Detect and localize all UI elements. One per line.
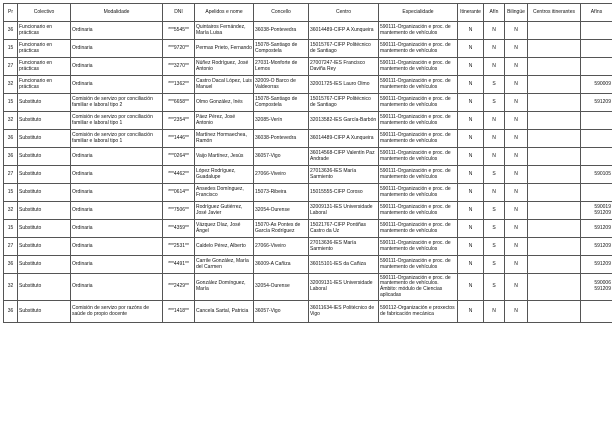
cell-afins [581, 184, 613, 202]
cell-colectivo: Substituto [18, 166, 71, 184]
cell-pr: 15 [4, 94, 18, 112]
cell-centro: 36014489-CIFP A Xunqueira [309, 22, 379, 40]
header-bilingue: Bilingüe [505, 4, 528, 22]
cell-colectivo: Funcionario en prácticas [18, 40, 71, 58]
cell-especialidade: 590111-Organización e proc. de mantemento de vehículos [379, 112, 458, 130]
cell-bilingue: N [505, 166, 528, 184]
cell-concello: 32009-O Barco de Valdeorras [254, 76, 309, 94]
cell-itinerante: N [458, 166, 484, 184]
header-modalidade: Modalidade [71, 4, 163, 22]
cell-pr: 36 [4, 22, 18, 40]
cell-apelidos-nome: Caldelo Pérez, Alberto [195, 238, 254, 256]
cell-itinerante: N [458, 238, 484, 256]
cell-especialidade: 590112-Organización e proxectos de fabricación mecánica [379, 301, 458, 323]
cell-concello: 36038-Pontevedra [254, 22, 309, 40]
cell-centros-itinerantes [528, 148, 581, 166]
cell-apelidos-nome: Olmo González, Inés [195, 94, 254, 112]
cell-pr: 36 [4, 148, 18, 166]
cell-afins [581, 130, 613, 148]
cell-itinerante: N [458, 40, 484, 58]
cell-apelidos-nome: Ansedes Domínguez, Francisco [195, 184, 254, 202]
table-row [4, 22, 613, 40]
table-row [4, 40, 613, 58]
cell-afin: N [484, 130, 505, 148]
cell-afins [581, 301, 613, 323]
header-especialidade: Especialidade [379, 4, 458, 22]
cell-itinerante: N [458, 58, 484, 76]
cell-itinerante: N [458, 94, 484, 112]
cell-modalidade: Ordinaria [71, 148, 163, 166]
cell-especialidade: 590111-Organización e proc. de mantemento de vehículos [379, 148, 458, 166]
cell-pr: 36 [4, 256, 18, 274]
table-row [4, 166, 613, 184]
cell-afins: 591209 [581, 238, 613, 256]
cell-modalidade: Comisión de servizo por conciliación familiar e laboral tipo 1 [71, 112, 163, 130]
cell-pr: 15 [4, 184, 18, 202]
cell-especialidade: 590111-Organización e proc. de mantemento de vehículos [379, 256, 458, 274]
cell-afins: 590105 [581, 166, 613, 184]
cell-afins [581, 58, 613, 76]
table-row [4, 238, 613, 256]
cell-centros-itinerantes [528, 166, 581, 184]
cell-concello: 27066-Viveiro [254, 238, 309, 256]
cell-apelidos-nome: Rodríguez Gutiérrez, José Javier [195, 202, 254, 220]
cell-especialidade: 590111-Organización e proc. de mantemento de vehículos [379, 130, 458, 148]
cell-itinerante: N [458, 184, 484, 202]
cell-especialidade: 590111-Organización e proc. de mantemento de vehículos [379, 58, 458, 76]
header-colectivo: Colectivo [18, 4, 71, 22]
cell-apelidos-nome: Carrile González, María del Carmen [195, 256, 254, 274]
cell-especialidade: 590111-Organización e proc. de mantemento de vehículos. Ámbito: módulo de Ciencias aplicadas [379, 274, 458, 301]
cell-dni: ***2429** [163, 274, 195, 301]
cell-apelidos-nome: Vaijo Martínez, Jesús [195, 148, 254, 166]
cell-itinerante: N [458, 220, 484, 238]
cell-afin: N [484, 184, 505, 202]
cell-itinerante: N [458, 76, 484, 94]
cell-itinerante: N [458, 148, 484, 166]
cell-dni: ***0264** [163, 148, 195, 166]
table-row [4, 202, 613, 220]
cell-modalidade: Ordinaria [71, 40, 163, 58]
cell-itinerante: N [458, 301, 484, 323]
cell-afin: S [484, 238, 505, 256]
cell-centro: 32009131-IES Universidade Laboral [309, 202, 379, 220]
cell-colectivo: Substituto [18, 202, 71, 220]
cell-dni: ***1446** [163, 130, 195, 148]
cell-modalidade: Comisión de servizo por conciliación familiar e laboral tipo 1 [71, 130, 163, 148]
cell-afin: S [484, 274, 505, 301]
cell-afins: 591209 [581, 220, 613, 238]
cell-bilingue: N [505, 40, 528, 58]
table-row [4, 301, 613, 323]
cell-afin: S [484, 256, 505, 274]
cell-modalidade: Ordinaria [71, 238, 163, 256]
header-afin: Afín [484, 4, 505, 22]
cell-dni: ***1418** [163, 301, 195, 323]
cell-centro: 27013636-IES María Sarmiento [309, 166, 379, 184]
cell-apelidos-nome: Páez Pérez, José Antonio [195, 112, 254, 130]
cell-centro: 32009131-IES Universidade Laboral [309, 274, 379, 301]
cell-modalidade: Comisión de servizo por razóns de saúde do propio docente [71, 301, 163, 323]
cell-centros-itinerantes [528, 130, 581, 148]
cell-concello: 15078-Santiago de Compostela [254, 94, 309, 112]
cell-dni: ***0614** [163, 184, 195, 202]
cell-bilingue: N [505, 148, 528, 166]
cell-centros-itinerantes [528, 274, 581, 301]
cell-colectivo: Substituto [18, 94, 71, 112]
cell-especialidade: 590111-Organización e proc. de mantemento de vehículos [379, 166, 458, 184]
table-row [4, 274, 613, 301]
cell-apelidos-nome: Vázquez Díaz, José Ángel [195, 220, 254, 238]
cell-centro: 36014489-CIFP A Xunqueira [309, 130, 379, 148]
header-concello: Concello [254, 4, 309, 22]
header-centro: Centro [309, 4, 379, 22]
cell-centros-itinerantes [528, 301, 581, 323]
cell-centros-itinerantes [528, 202, 581, 220]
cell-bilingue: N [505, 202, 528, 220]
header-pr: Pr [4, 4, 18, 22]
cell-concello: 36038-Pontevedra [254, 130, 309, 148]
cell-pr: 36 [4, 301, 18, 323]
cell-dni: ***5545** [163, 22, 195, 40]
cell-pr: 32 [4, 274, 18, 301]
cell-afins: 590019 591209 [581, 202, 613, 220]
table-row [4, 58, 613, 76]
cell-concello: 32054-Ourense [254, 202, 309, 220]
cell-centros-itinerantes [528, 112, 581, 130]
cell-modalidade: Ordinaria [71, 184, 163, 202]
cell-afin: S [484, 202, 505, 220]
cell-itinerante: N [458, 22, 484, 40]
cell-itinerante: N [458, 202, 484, 220]
cell-itinerante: N [458, 112, 484, 130]
table-row [4, 220, 613, 238]
cell-afin: S [484, 76, 505, 94]
cell-modalidade: Ordinaria [71, 166, 163, 184]
cell-apelidos-nome: López Rodríguez, Guadalupe [195, 166, 254, 184]
cell-pr: 32 [4, 112, 18, 130]
cell-modalidade: Ordinaria [71, 58, 163, 76]
cell-centros-itinerantes [528, 238, 581, 256]
cell-especialidade: 590111-Organización e proc. de mantemento de vehículos [379, 94, 458, 112]
cell-colectivo: Substituto [18, 148, 71, 166]
cell-colectivo: Funcionario en prácticas [18, 58, 71, 76]
cell-bilingue: N [505, 301, 528, 323]
cell-bilingue: N [505, 220, 528, 238]
cell-dni: ***9720** [163, 40, 195, 58]
cell-centros-itinerantes [528, 220, 581, 238]
cell-colectivo: Substituto [18, 130, 71, 148]
cell-centros-itinerantes [528, 94, 581, 112]
cell-afins: 590009 [581, 76, 613, 94]
cell-apelidos-nome: Martínez Hormaechea, Ramón [195, 130, 254, 148]
cell-especialidade: 590111-Organización e proc. de mantemento de vehículos [379, 202, 458, 220]
cell-concello: 15073-Ribeira [254, 184, 309, 202]
cell-concello: 36057-Vigo [254, 301, 309, 323]
cell-dni: ***7506** [163, 202, 195, 220]
cell-dni: ***4491** [163, 256, 195, 274]
cell-apelidos-nome: Permas Prieto, Fernando [195, 40, 254, 58]
cell-colectivo: Substituto [18, 256, 71, 274]
cell-bilingue: N [505, 112, 528, 130]
table-row [4, 130, 613, 148]
cell-centro: 27007247-IES Francisco Daviña Rey [309, 58, 379, 76]
cell-itinerante: N [458, 256, 484, 274]
document-page [3, 3, 612, 418]
cell-pr: 32 [4, 76, 18, 94]
cell-centros-itinerantes [528, 40, 581, 58]
cell-apelidos-nome: Quintairos Fernández, María Luisa [195, 22, 254, 40]
cell-dni: ***2531** [163, 238, 195, 256]
cell-concello: 15078-Santiago de Compostela [254, 40, 309, 58]
cell-colectivo: Substituto [18, 220, 71, 238]
cell-afins [581, 22, 613, 40]
table-body [4, 22, 613, 323]
cell-colectivo: Substituto [18, 301, 71, 323]
cell-especialidade: 590111-Organización e proc. de mantemento de vehículos [379, 238, 458, 256]
cell-pr: 27 [4, 166, 18, 184]
cell-colectivo: Substituto [18, 184, 71, 202]
cell-centros-itinerantes [528, 58, 581, 76]
cell-concello: 15070-As Pontes de García Rodríguez [254, 220, 309, 238]
cell-dni: ***1362** [163, 76, 195, 94]
cell-especialidade: 590111-Organización e proc. de mantemento de vehículos [379, 22, 458, 40]
cell-dni: ***4462** [163, 166, 195, 184]
cell-afin: N [484, 301, 505, 323]
table-row [4, 184, 613, 202]
cell-centro: 15015555-CIFP Coroso [309, 184, 379, 202]
cell-afins: 591209 [581, 94, 613, 112]
table-row [4, 148, 613, 166]
cell-especialidade: 590111-Organización e proc. de mantemento de vehículos [379, 220, 458, 238]
cell-afin: N [484, 22, 505, 40]
cell-apelidos-nome: Núñez Rodríguez, José Antonio [195, 58, 254, 76]
cell-bilingue: N [505, 274, 528, 301]
cell-afins: 590006 591209 [581, 274, 613, 301]
table-row [4, 76, 613, 94]
cell-centro: 15015767-CIFP Politécnico de Santiago [309, 40, 379, 58]
cell-apelidos-nome: Castro Dacal López, Luis Manuel [195, 76, 254, 94]
cell-modalidade: Ordinaria [71, 274, 163, 301]
cell-bilingue: N [505, 130, 528, 148]
cell-centros-itinerantes [528, 76, 581, 94]
cell-afin: N [484, 40, 505, 58]
cell-concello: 27066-Viveiro [254, 166, 309, 184]
table-row [4, 112, 613, 130]
cell-afin: S [484, 94, 505, 112]
cell-apelidos-nome: Cancela Sartal, Patricia [195, 301, 254, 323]
cell-centro: 32013582-IES García-Barbón [309, 112, 379, 130]
cell-afin: N [484, 148, 505, 166]
cell-afin: N [484, 112, 505, 130]
cell-afin: S [484, 220, 505, 238]
cell-bilingue: N [505, 256, 528, 274]
cell-bilingue: N [505, 94, 528, 112]
table-header-row [4, 4, 613, 22]
cell-dni: ***6658** [163, 94, 195, 112]
cell-bilingue: N [505, 184, 528, 202]
cell-dni: ***3270** [163, 58, 195, 76]
header-afins: Afíns [581, 4, 613, 22]
cell-afins: 591209 [581, 256, 613, 274]
cell-dni: ***4359** [163, 220, 195, 238]
cell-pr: 27 [4, 238, 18, 256]
cell-colectivo: Funcionario en prácticas [18, 76, 71, 94]
cell-apelidos-nome: González Domínguez, María [195, 274, 254, 301]
cell-centro: 32001725-IES Lauro Olmo [309, 76, 379, 94]
cell-pr: 15 [4, 220, 18, 238]
header-dni: DNI [163, 4, 195, 22]
cell-bilingue: N [505, 76, 528, 94]
header-itinerante: Itinerante [458, 4, 484, 22]
cell-afins [581, 148, 613, 166]
cell-centro: 36011634-IES Politécnico de Vigo [309, 301, 379, 323]
cell-colectivo: Substituto [18, 238, 71, 256]
cell-itinerante: N [458, 130, 484, 148]
cell-pr: 32 [4, 202, 18, 220]
cell-pr: 36 [4, 130, 18, 148]
assignments-table [3, 3, 612, 323]
cell-centro: 36014568-CIFP Valentín Paz Andrade [309, 148, 379, 166]
header-apelidos: Apelidos e nome [195, 4, 254, 22]
cell-centro: 36015101-IES da Cañiza [309, 256, 379, 274]
cell-afins [581, 40, 613, 58]
cell-colectivo: Funcionario en prácticas [18, 22, 71, 40]
cell-afins [581, 112, 613, 130]
cell-afin: N [484, 58, 505, 76]
cell-centros-itinerantes [528, 184, 581, 202]
cell-bilingue: N [505, 58, 528, 76]
cell-centros-itinerantes [528, 22, 581, 40]
cell-modalidade: Ordinaria [71, 220, 163, 238]
cell-colectivo: Substituto [18, 112, 71, 130]
cell-modalidade: Ordinaria [71, 76, 163, 94]
cell-pr: 27 [4, 58, 18, 76]
cell-centros-itinerantes [528, 256, 581, 274]
cell-especialidade: 590111-Organización e proc. de mantemento de vehículos [379, 184, 458, 202]
table-row [4, 94, 613, 112]
table-row [4, 256, 613, 274]
cell-colectivo: Substituto [18, 274, 71, 301]
cell-centro: 15021767-CIFP Pontiñas Castro da Uz [309, 220, 379, 238]
cell-dni: ***2354** [163, 112, 195, 130]
cell-modalidade: Ordinaria [71, 22, 163, 40]
cell-especialidade: 590111-Organización e proc. de mantemento de vehículos [379, 40, 458, 58]
cell-modalidade: Comisión de servizo por conciliación familiar e laboral tipo 2 [71, 94, 163, 112]
cell-concello: 36009-A Cañiza [254, 256, 309, 274]
cell-centro: 27013636-IES María Sarmiento [309, 238, 379, 256]
cell-concello: 32054-Ourense [254, 274, 309, 301]
cell-bilingue: N [505, 22, 528, 40]
cell-especialidade: 590111-Organización e proc. de mantemento de vehículos [379, 76, 458, 94]
header-centros-itinerantes: Centros itinerantes [528, 4, 581, 22]
cell-centro: 15015767-CIFP Politécnico de Santiago [309, 94, 379, 112]
cell-concello: 27031-Monforte de Lemos [254, 58, 309, 76]
cell-modalidade: Ordinaria [71, 256, 163, 274]
cell-afin: S [484, 166, 505, 184]
cell-concello: 32085-Verín [254, 112, 309, 130]
cell-concello: 36057-Vigo [254, 148, 309, 166]
cell-itinerante: N [458, 274, 484, 301]
cell-bilingue: N [505, 238, 528, 256]
cell-pr: 15 [4, 40, 18, 58]
cell-modalidade: Ordinaria [71, 202, 163, 220]
